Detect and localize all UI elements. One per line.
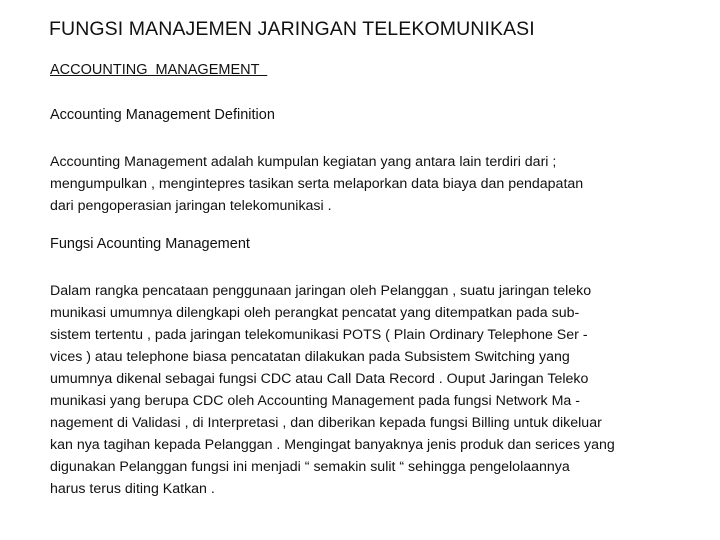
paragraph-line: munikasi yang berupa CDC oleh Accounting Management pada fungsi Network Ma - (50, 393, 580, 409)
paragraph-line: digunakan Pelanggan fungsi ini menjadi “ semakin sulit “ sehingga pengelolaannya (50, 459, 570, 475)
fungsi-paragraph (50, 280, 700, 500)
page-title: FUNGSI MANAJEMEN JARINGAN TELEKOMUNIKASI (49, 18, 535, 40)
paragraph-line: mengumpulkan , mengintepres tasikan serta melaporkan data biaya dan pendapatan (50, 176, 584, 192)
paragraph-line: umumnya dikenal sebagai fungsi CDC atau Call Data Record . Ouput Jaringan Teleko (50, 371, 589, 387)
fungsi-heading: Fungsi Acounting Management (50, 236, 250, 252)
definition-heading: Accounting Management Definition (50, 107, 275, 123)
paragraph-line: dari pengoperasian jaringan telekomunikasi . (50, 198, 332, 214)
section-subtitle: ACCOUNTING MANAGEMENT (50, 62, 268, 78)
paragraph-line: harus terus diting Katkan . (50, 481, 215, 497)
paragraph-line: kan nya tagihan kepada Pelanggan . Mengingat banyaknya jenis produk dan serices yang (50, 437, 615, 453)
paragraph-line: vices ) atau telephone biasa pencatatan dilakukan pada Subsistem Switching yang (50, 349, 570, 365)
definition-paragraph (50, 151, 700, 217)
paragraph-line: Accounting Management adalah kumpulan kegiatan yang antara lain terdiri dari ; (50, 154, 557, 170)
paragraph-line: nagement di Validasi , di Interpretasi , dan diberikan kepada fungsi Billing untuk dikeluar (50, 415, 602, 431)
paragraph-line: munikasi umumnya dilengkapi oleh perangkat pencatat yang ditempatkan pada sub- (50, 305, 580, 321)
paragraph-line: sistem tertentu , pada jaringan telekomunikasi POTS ( Plain Ordinary Telephone Ser - (50, 327, 588, 343)
paragraph-line: Dalam rangka pencataan penggunaan jaringan oleh Pelanggan , suatu jaringan teleko (50, 283, 592, 299)
